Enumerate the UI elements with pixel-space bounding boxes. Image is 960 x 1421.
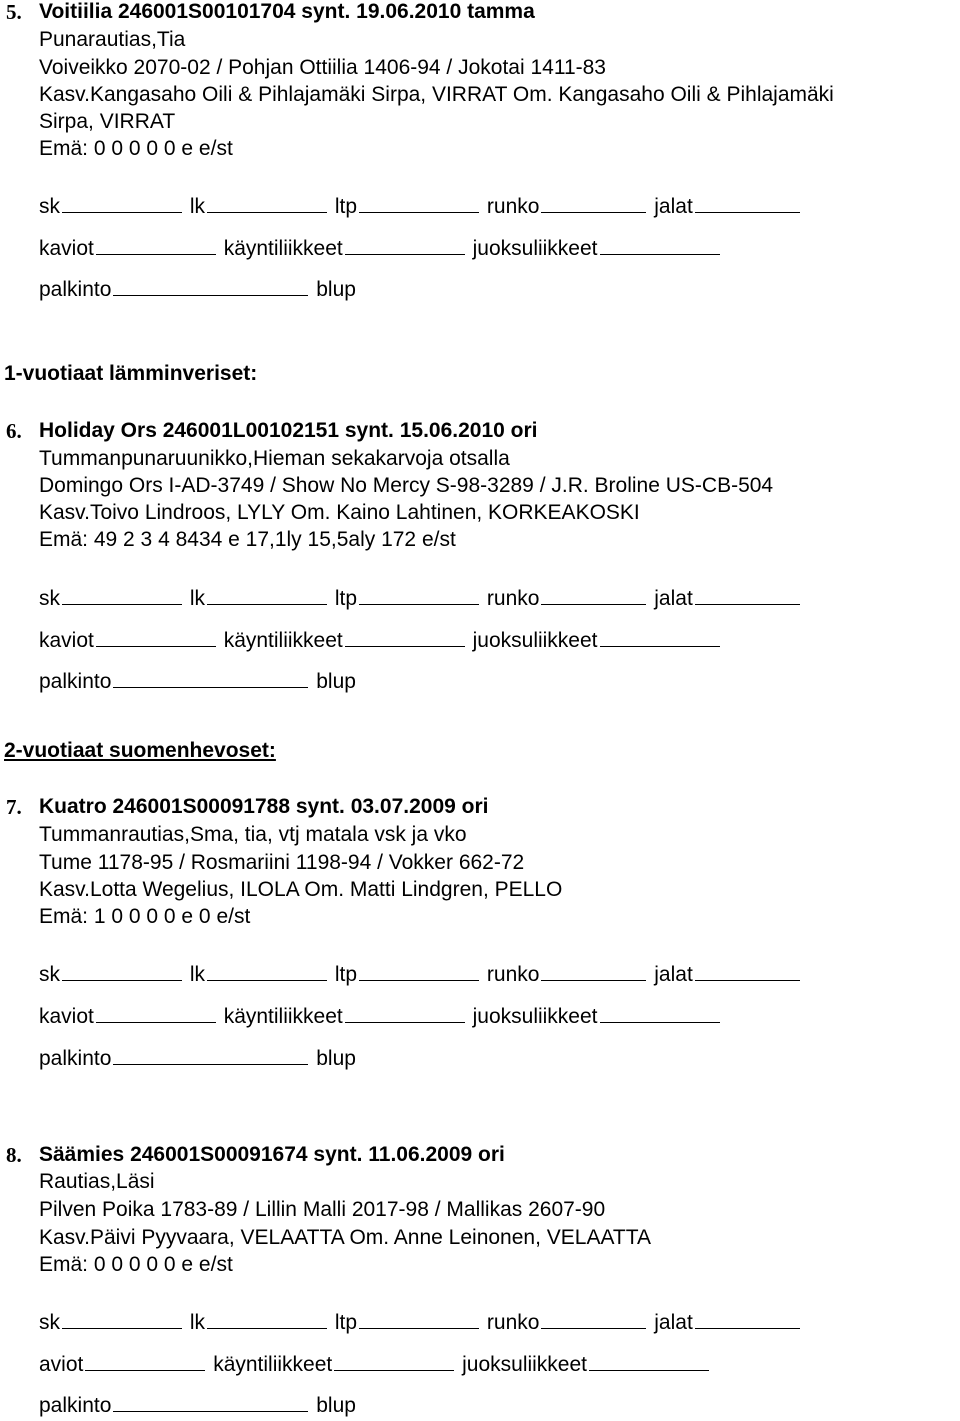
field-label-kaviot: kaviot	[39, 629, 94, 652]
entry-pedigree: Voiveikko 2070-02 / Pohjan Ottiilia 1406-94 / Jokotai 1411-83	[39, 56, 606, 79]
entry-breeder-owner: Kasv.Lotta Wegelius, ILOLA Om. Matti Lindgren, PELLO	[39, 878, 563, 901]
field-blank-jalat	[695, 1310, 800, 1329]
field-blank-ltp	[359, 194, 479, 213]
field-blank-runko	[541, 962, 646, 981]
field-label-palkinto: palkinto	[39, 1047, 112, 1070]
field-blank-runko	[541, 1310, 646, 1329]
field-blank-kaviot	[96, 628, 216, 647]
field-label-juoksuliikkeet: juoksuliikkeet	[472, 1005, 598, 1028]
entry-color: Rautias,Läsi	[39, 1170, 155, 1193]
field-blank-ltp	[359, 1310, 479, 1329]
field-label-blup: blup	[316, 1047, 356, 1070]
field-label-jalat: jalat	[654, 587, 693, 610]
field-label-kayntiliikkeet: käyntiliikkeet	[223, 237, 343, 260]
entry-breeder-owner: Kasv.Päivi Pyyvaara, VELAATTA Om. Anne Leinonen, VELAATTA	[39, 1226, 652, 1249]
field-label-jalat: jalat	[654, 1311, 693, 1334]
entry-dam-record: Emä: 1 0 0 0 0 e 0 e/st	[39, 905, 251, 928]
field-blank-lk	[207, 194, 327, 213]
field-blank-ltp	[359, 586, 479, 605]
entry-breeder-owner: Kasv.Kangasaho Oili & Pihlajamäki Sirpa, VIRRAT Om. Kangasaho Oili & Pihlajamäki	[39, 83, 834, 106]
entry-pedigree: Pilven Poika 1783-89 / Lillin Malli 2017-98 / Mallikas 2607-90	[39, 1198, 606, 1221]
field-label-kayntiliikkeet: käyntiliikkeet	[223, 1005, 343, 1028]
field-label-juoksuliikkeet: juoksuliikkeet	[472, 629, 598, 652]
field-label-jalat: jalat	[654, 195, 693, 218]
entry-dam-record: Emä: 0 0 0 0 0 e e/st	[39, 1253, 233, 1276]
entry-color: Tummanpunaruunikko,Hieman sekakarvoja otsalla	[39, 447, 510, 470]
section-heading-2yo-finnhorse: 2-vuotiaat suomenhevoset:	[4, 739, 276, 762]
field-blank-kaviot	[96, 236, 216, 255]
field-blank-jalat	[695, 194, 800, 213]
field-label-runko: runko	[486, 963, 540, 986]
entry-pedigree: Tume 1178-95 / Rosmariini 1198-94 / Vokker 662-72	[39, 851, 525, 874]
score-row-3	[39, 1393, 356, 1418]
field-label-jalat: jalat	[654, 963, 693, 986]
field-label-ltp: ltp	[334, 587, 358, 610]
field-label-blup: blup	[316, 670, 356, 693]
entry-color: Punarautias,Tia	[39, 28, 186, 51]
field-label-juoksuliikkeet: juoksuliikkeet	[462, 1353, 588, 1376]
field-label-blup: blup	[316, 1394, 356, 1417]
entry-pedigree: Domingo Ors I-AD-3749 / Show No Mercy S-98-3289 / J.R. Broline US-CB-504	[39, 474, 774, 497]
entry-breeder-owner-cont: Sirpa, VIRRAT	[39, 110, 176, 133]
field-label-ltp: ltp	[334, 1311, 358, 1334]
entry-dam-record: Emä: 0 0 0 0 0 e e/st	[39, 137, 233, 160]
field-blank-sk	[62, 586, 182, 605]
field-label-sk: sk	[39, 195, 60, 218]
field-label-runko: runko	[486, 1311, 540, 1334]
field-blank-kayntiliikkeet	[345, 236, 465, 255]
field-label-kayntiliikkeet: käyntiliikkeet	[223, 629, 343, 652]
field-blank-palkinto	[113, 1046, 308, 1065]
field-blank-runko	[541, 586, 646, 605]
score-row-3	[39, 1046, 356, 1071]
field-label-lk: lk	[189, 587, 206, 610]
score-row-1	[39, 1310, 802, 1335]
score-row-2	[39, 1004, 722, 1029]
field-blank-sk	[62, 962, 182, 981]
field-label-kaviot: kaviot	[39, 237, 94, 260]
field-label-lk: lk	[189, 195, 206, 218]
field-label-juoksuliikkeet: juoksuliikkeet	[472, 237, 598, 260]
field-blank-juoksuliikkeet	[600, 236, 720, 255]
field-label-runko: runko	[486, 195, 540, 218]
field-label-sk: sk	[39, 587, 60, 610]
score-row-1	[39, 962, 802, 987]
field-label-sk: sk	[39, 1311, 60, 1334]
field-blank-lk	[207, 1310, 327, 1329]
field-label-lk: lk	[189, 1311, 206, 1334]
entry-title: Voitiilia 246001S00101704 synt. 19.06.2010 tamma	[39, 0, 535, 23]
score-row-3	[39, 277, 356, 302]
field-blank-sk	[62, 1310, 182, 1329]
field-blank-kaviot	[96, 1004, 216, 1023]
entry-title: Säämies 246001S00091674 synt. 11.06.2009 ori	[39, 1143, 505, 1166]
entry-number: 7.	[6, 795, 22, 819]
field-label-ltp: ltp	[334, 195, 358, 218]
entry-number: 8.	[6, 1143, 22, 1167]
entry-number: 5.	[6, 0, 22, 24]
field-label-runko: runko	[486, 587, 540, 610]
field-blank-lk	[207, 962, 327, 981]
field-blank-jalat	[695, 586, 800, 605]
field-label-ltp: ltp	[334, 963, 358, 986]
field-blank-jalat	[695, 962, 800, 981]
field-blank-juoksuliikkeet	[600, 628, 720, 647]
score-row-2	[39, 1352, 711, 1377]
score-row-1	[39, 194, 802, 219]
field-blank-kayntiliikkeet	[334, 1352, 454, 1371]
entry-color: Tummanrautias,Sma, tia, vtj matala vsk ja vko	[39, 823, 467, 846]
entry-title: Holiday Ors 246001L00102151 synt. 15.06.2010 ori	[39, 419, 538, 442]
field-blank-kayntiliikkeet	[345, 1004, 465, 1023]
field-blank-sk	[62, 194, 182, 213]
field-label-sk: sk	[39, 963, 60, 986]
field-blank-palkinto	[113, 1393, 308, 1412]
field-label-aviot: aviot	[39, 1353, 84, 1376]
score-row-3	[39, 669, 356, 694]
entry-dam-record: Emä: 49 2 3 4 8434 e 17,1ly 15,5aly 172 e/st	[39, 528, 456, 551]
field-blank-juoksuliikkeet	[600, 1004, 720, 1023]
field-blank-palkinto	[113, 277, 308, 296]
field-blank-aviot	[85, 1352, 205, 1371]
score-row-2	[39, 628, 722, 653]
field-label-blup: blup	[316, 278, 356, 301]
field-blank-palkinto	[113, 669, 308, 688]
field-blank-runko	[541, 194, 646, 213]
field-label-palkinto: palkinto	[39, 278, 112, 301]
entry-title: Kuatro 246001S00091788 synt. 03.07.2009 ori	[39, 795, 489, 818]
field-blank-lk	[207, 586, 327, 605]
score-row-1	[39, 586, 802, 611]
entry-number: 6.	[6, 419, 22, 443]
field-label-kayntiliikkeet: käyntiliikkeet	[213, 1353, 333, 1376]
field-blank-ltp	[359, 962, 479, 981]
field-blank-kayntiliikkeet	[345, 628, 465, 647]
field-label-palkinto: palkinto	[39, 670, 112, 693]
entry-breeder-owner: Kasv.Toivo Lindroos, LYLY Om. Kaino Lahtinen, KORKEAKOSKI	[39, 501, 640, 524]
field-label-kaviot: kaviot	[39, 1005, 94, 1028]
section-heading-1yo-warmblood: 1-vuotiaat lämminveriset:	[4, 362, 258, 385]
field-label-lk: lk	[189, 963, 206, 986]
field-blank-juoksuliikkeet	[589, 1352, 709, 1371]
score-row-2	[39, 236, 722, 261]
field-label-palkinto: palkinto	[39, 1394, 112, 1417]
